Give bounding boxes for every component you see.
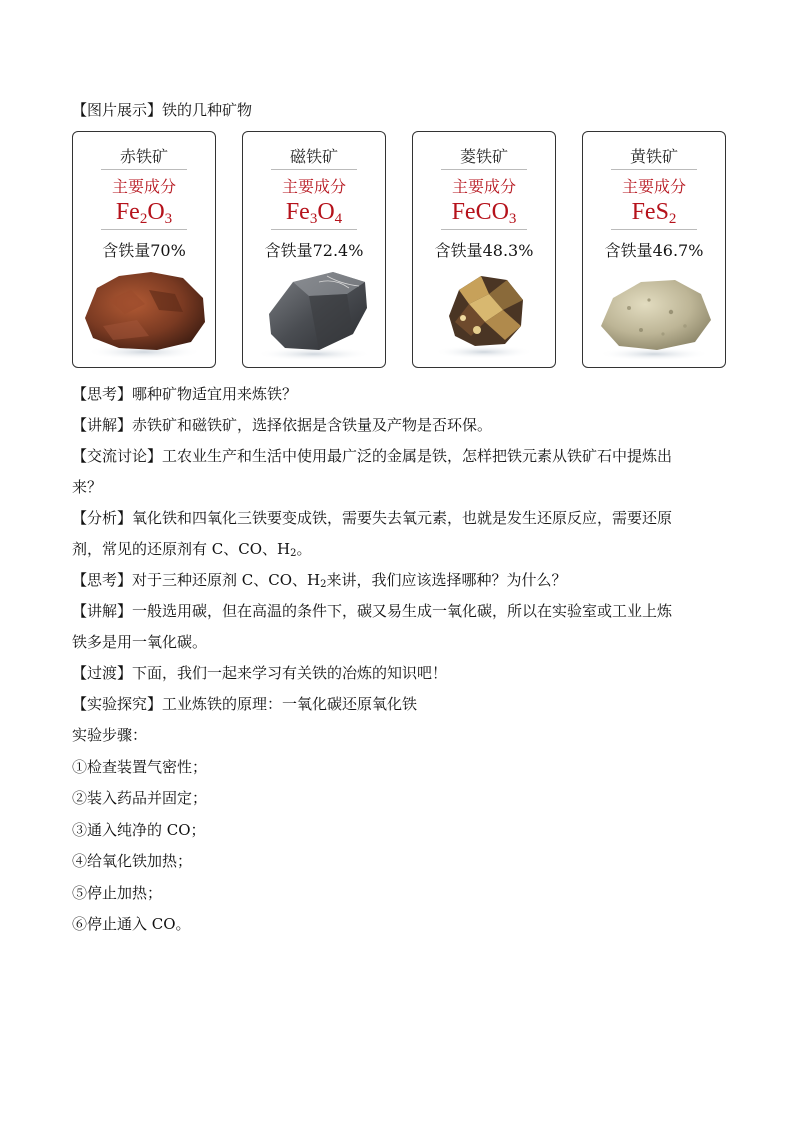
step-item: ④给氧化铁加热； — [72, 852, 193, 870]
paragraph-tag: 【讲解】 — [72, 416, 133, 434]
paragraph-text: 一般选用碳，但在高温的条件下，碳又易生成一氧化碳，所以在实验室或工业上炼 — [132, 602, 673, 620]
divider — [101, 169, 187, 170]
intro-text: 铁的几种矿物 — [162, 101, 253, 119]
divider — [611, 229, 697, 230]
paragraph-text-continued: 剂，常见的还原剂有 C、CO、$H_2$。 — [72, 540, 312, 559]
paragraph-text: 赤铁矿和磁铁矿，选择依据是含铁量及产物是否环保。 — [132, 416, 493, 434]
hematite-rock-image — [79, 260, 209, 364]
paragraph-tag: 【交流讨论】 — [72, 447, 163, 465]
chemical-formula: $Fe_2O_3$ — [115, 199, 173, 227]
paragraph-text: 哪种矿物适宜用来炼铁？ — [132, 385, 298, 403]
divider — [611, 169, 697, 170]
divider — [441, 169, 527, 170]
paragraph-tag: 【实验探究】 — [72, 695, 163, 713]
mineral-name: 菱铁矿 — [459, 147, 508, 166]
iron-content: 含铁量46.7% — [604, 241, 704, 260]
divider — [271, 169, 357, 170]
paragraph-explain-1 — [72, 410, 722, 441]
paragraph-text-continued: 铁多是用一氧化碳。 — [72, 633, 208, 651]
steps-title: 实验步骤： — [72, 726, 148, 744]
paragraph-explain-2 — [72, 596, 722, 658]
main-component-label: 主要成分 — [621, 177, 686, 196]
paragraph-tag: 【分析】 — [72, 509, 133, 527]
magnetite-rock-image — [249, 260, 379, 364]
chemical-formula: FeCO$_3$ — [451, 199, 517, 227]
paragraph-tag: 【过渡】 — [72, 664, 133, 682]
mineral-name: 赤铁矿 — [119, 147, 168, 166]
paragraph-tag: 【讲解】 — [72, 602, 133, 620]
main-component-label: 主要成分 — [281, 177, 346, 196]
step-item: ③通入纯净的 CO； — [72, 821, 206, 839]
mineral-card-siderite — [412, 131, 556, 368]
divider — [101, 229, 187, 230]
iron-content: 含铁量70% — [102, 241, 186, 260]
paragraph-tag: 【思考】 — [72, 571, 133, 589]
chemical-formula: FeS$_2$ — [631, 199, 677, 227]
step-item: ⑥停止通入 CO。 — [72, 915, 191, 933]
intro-tag: 【图片展示】 — [72, 101, 163, 119]
siderite-rock-image — [419, 260, 549, 364]
paragraph-discussion — [72, 441, 722, 503]
chemical-formula: $Fe_3O_4$ — [285, 199, 343, 227]
paragraph-think-1 — [72, 379, 722, 410]
divider — [271, 229, 357, 230]
paragraph-analysis — [72, 503, 722, 565]
paragraph-text: 下面，我们一起来学习有关铁的冶炼的知识吧！ — [132, 664, 448, 682]
paragraph-text: 对于三种还原剂 C、CO、$H_2$来讲，我们应该选择哪种？为什么？ — [132, 571, 567, 590]
step-item: ①检查装置气密性； — [72, 758, 208, 776]
step-item: ②装入药品并固定； — [72, 789, 208, 807]
paragraph-experiment — [72, 689, 722, 720]
mineral-card-magnetite — [242, 131, 386, 368]
iron-content: 含铁量72.4% — [264, 241, 364, 260]
main-component-label: 主要成分 — [111, 177, 176, 196]
mineral-card-hematite — [72, 131, 216, 368]
paragraph-text: 工农业生产和生活中使用最广泛的金属是铁，怎样把铁元素从铁矿石中提炼出 — [162, 447, 673, 465]
mineral-name: 磁铁矿 — [289, 147, 338, 166]
paragraph-tag: 【思考】 — [72, 385, 133, 403]
mineral-card-pyrite — [582, 131, 726, 368]
paragraph-text: 氧化铁和四氧化三铁要变成铁，需要失去氧元素，也就是发生还原反应，需要还原 — [132, 509, 673, 527]
iron-content: 含铁量48.3% — [434, 241, 534, 260]
pyrite-rock-image — [589, 260, 719, 364]
main-component-label: 主要成分 — [451, 177, 516, 196]
divider — [441, 229, 527, 230]
paragraph-transition — [72, 658, 722, 689]
paragraph-text-continued: 来？ — [72, 478, 103, 496]
paragraph-think-2 — [72, 565, 722, 596]
intro-line — [72, 99, 252, 120]
mineral-name: 黄铁矿 — [629, 147, 678, 166]
paragraph-text: 工业炼铁的原理：一氧化碳还原氧化铁 — [162, 695, 418, 713]
step-item: ⑤停止加热； — [72, 884, 163, 902]
